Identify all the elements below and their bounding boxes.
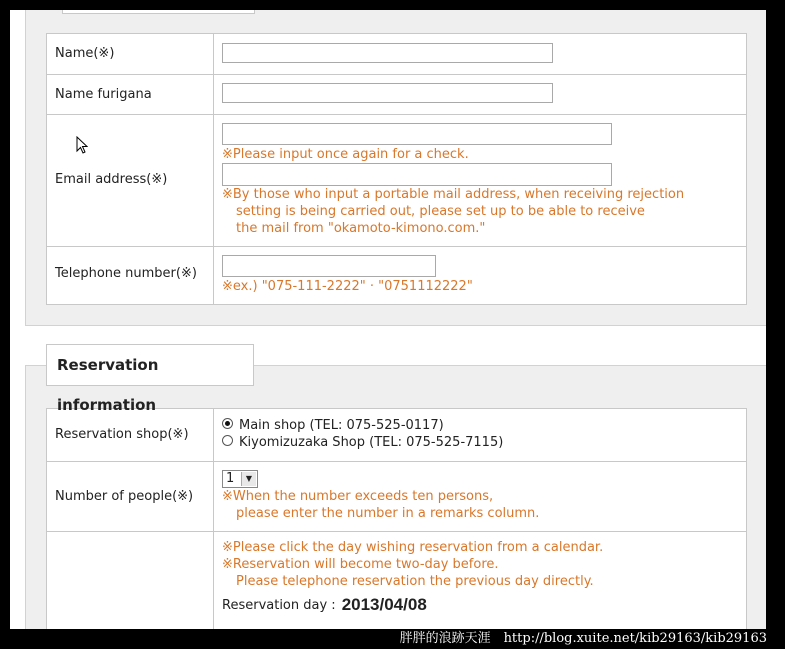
reservation-day — [222, 594, 427, 614]
mouse-pointer-icon — [76, 136, 88, 156]
contact-table — [46, 33, 747, 305]
telephone-input[interactable] — [222, 255, 436, 277]
people-value-cell — [214, 462, 746, 532]
furigana-value-cell — [214, 75, 746, 115]
people-select[interactable] — [222, 470, 258, 488]
email-input[interactable] — [222, 123, 612, 145]
kiyomizuzaka-shop-label: Kiyomizuzaka Shop (TEL: 075-525-7115) — [239, 435, 504, 450]
reservation-day-value: 2013/04/08 — [341, 595, 427, 614]
chevron-down-icon[interactable]: ▼ — [241, 472, 256, 486]
email-row — [47, 114, 746, 247]
shop-value-cell — [214, 409, 746, 461]
email-check-note: ※Please input once again for a check. — [222, 147, 469, 162]
watermark: 胖胖的浪跡天涯 http://blog.xuite.net/kib29163/kib29163 — [399, 631, 767, 646]
reservation-day-label-cell — [47, 532, 214, 629]
day-note-line: Please telephone reservation the previous day directly. — [236, 574, 594, 589]
form-page — [10, 10, 766, 629]
reservation-table — [46, 408, 747, 629]
people-label: Number of people(※) — [55, 489, 194, 504]
furigana-label: Name furigana — [55, 87, 152, 102]
main-shop-label: Main shop (TEL: 075-525-0117) — [239, 418, 444, 433]
reservation-day-row — [47, 531, 746, 629]
people-select-value: 1 — [226, 471, 235, 486]
people-row — [47, 461, 746, 532]
name-value-cell — [214, 34, 746, 74]
telephone-label-cell — [47, 247, 214, 305]
reservation-day-notes — [222, 539, 603, 590]
email-note-line: ※By those who input a portable mail address, when receiving rejection — [222, 187, 685, 202]
reservation-day-value-cell — [214, 532, 746, 629]
name-label: Name(※) — [55, 46, 115, 61]
telephone-value-cell — [214, 247, 746, 305]
furigana-label-cell — [47, 75, 214, 115]
name-label-cell — [47, 34, 214, 74]
people-note-line: please enter the number in a remarks column. — [236, 506, 540, 521]
main-shop-radio[interactable] — [222, 417, 444, 434]
name-input[interactable] — [222, 43, 553, 63]
email-confirm-input[interactable] — [222, 163, 612, 186]
radio-unselected-icon — [222, 435, 233, 446]
email-value-cell — [214, 115, 746, 247]
day-note-line: ※Please click the day wishing reservation from a calendar. — [222, 540, 604, 555]
email-note-line: setting is being carried out, please set up to be able to receive — [236, 204, 645, 219]
shop-label: Reservation shop(※) — [55, 427, 189, 442]
reservation-day-label: Reservation day : — [222, 598, 336, 613]
email-mobile-note — [222, 186, 684, 237]
people-note-line: ※When the number exceeds ten persons, — [222, 489, 494, 504]
email-label: Email address(※) — [55, 172, 168, 187]
reservation-heading: Reservation information — [46, 344, 254, 386]
telephone-row — [47, 246, 746, 305]
email-note-line: the mail from "okamoto-kimono.com." — [236, 221, 486, 236]
furigana-input[interactable] — [222, 83, 553, 103]
people-note — [222, 488, 539, 522]
kiyomizuzaka-shop-radio[interactable] — [222, 434, 503, 451]
day-note-line: ※Reservation will become two-day before. — [222, 557, 499, 572]
telephone-note: ※ex.) "075-111-2222" · "0751112222" — [222, 279, 473, 294]
furigana-row — [47, 74, 746, 115]
telephone-label: Telephone number(※) — [55, 266, 197, 281]
name-row — [47, 34, 746, 74]
people-label-cell — [47, 462, 214, 532]
radio-selected-icon — [222, 418, 233, 429]
email-label-cell — [47, 115, 214, 247]
contact-heading-tab — [62, 10, 255, 14]
